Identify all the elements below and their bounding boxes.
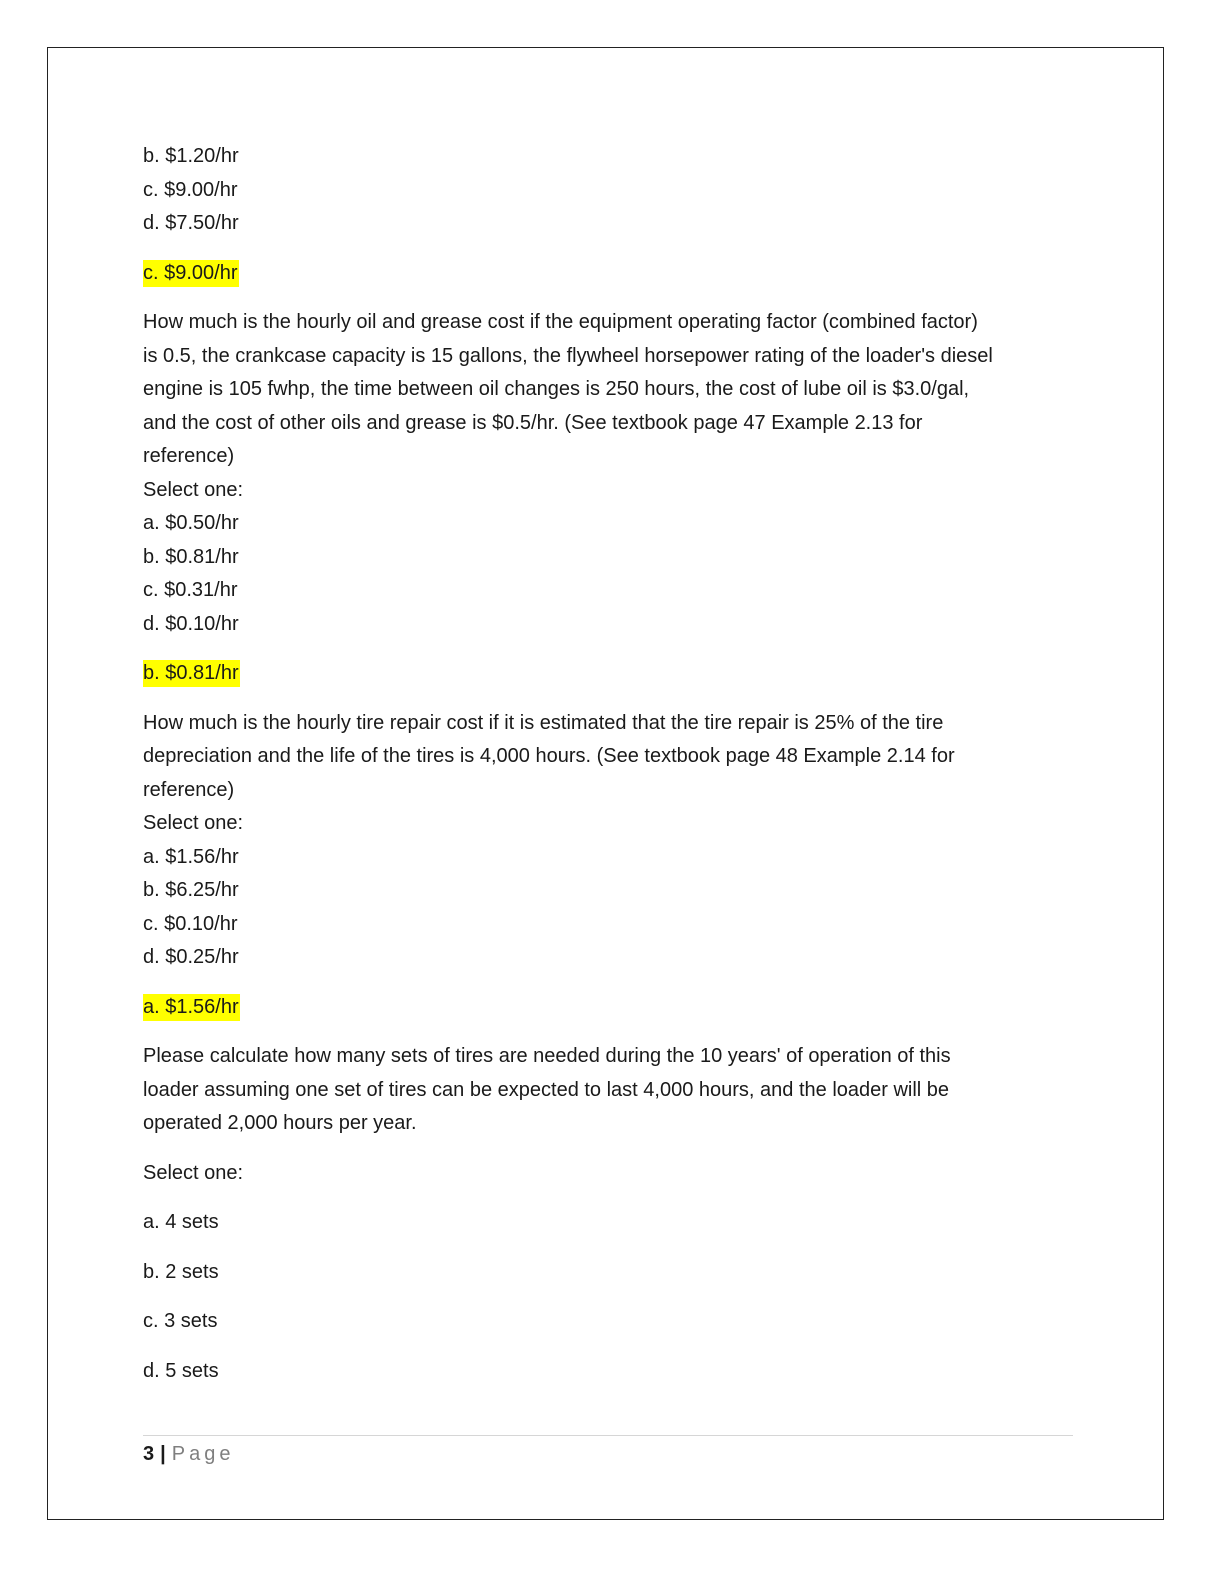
answer-highlight: b. $0.81/hr	[143, 660, 240, 687]
question-text-line: How much is the hourly oil and grease cost if the equipment operating factor (combined factor)	[143, 311, 978, 333]
page-footer	[143, 1440, 234, 1468]
oil-grease-answer	[143, 657, 1073, 691]
question-text-line: operated 2,000 hours per year.	[143, 1112, 417, 1134]
previous-answer	[143, 257, 1073, 291]
option-d: d. $0.25/hr	[143, 946, 239, 968]
tire-repair-answer	[143, 991, 1073, 1025]
option-b: b. $0.81/hr	[143, 545, 239, 568]
option-d: d. 5 sets	[143, 1359, 219, 1382]
option-c: c. $9.00/hr	[143, 178, 238, 201]
answer-highlight: a. $1.56/hr	[143, 994, 240, 1021]
option-a: a. 4 sets	[143, 1211, 219, 1233]
answer-highlight: c. $9.00/hr	[143, 260, 239, 287]
previous-question-options	[143, 140, 1073, 241]
select-one-label: Select one:	[143, 812, 244, 834]
question-text-line: loader assuming one set of tires can be expected to last 4,000 hours, and the loader will be	[143, 1078, 950, 1101]
question-text-line: and the cost of other oils and grease is $0.5/hr. (See textbook page 47 Example 2.13 for	[143, 411, 923, 434]
option-c: c. $0.10/hr	[143, 912, 238, 935]
question-oil-grease	[143, 306, 1073, 641]
page-label: Page	[171, 1443, 235, 1465]
option-c: c. 3 sets	[143, 1310, 218, 1332]
question-text-line: is 0.5, the crankcase capacity is 15 gallons, the flywheel horsepower rating of the loader's diesel	[143, 344, 993, 367]
document-body	[143, 140, 1073, 1388]
question-text-line: engine is 105 fwhp, the time between oil changes is 250 hours, the cost of lube oil is $3.0/gal,	[143, 378, 970, 400]
footer-divider	[143, 1435, 1073, 1436]
question-tire-sets	[143, 1040, 1073, 1141]
question-text-line: How much is the hourly tire repair cost if it is estimated that the tire repair is 25% of the tire	[143, 711, 944, 734]
option-b: b. $6.25/hr	[143, 879, 239, 901]
option-d: d. $0.10/hr	[143, 612, 239, 635]
option-a: a. $0.50/hr	[143, 512, 239, 534]
option-a: a. $1.56/hr	[143, 845, 239, 868]
option-b: b. $1.20/hr	[143, 145, 239, 167]
page-number: 3	[143, 1443, 155, 1465]
question-text-line: depreciation and the life of the tires is 4,000 hours. (See textbook page 48 Example 2.14 for	[143, 745, 955, 767]
question-tire-repair	[143, 707, 1073, 975]
question-text-line: reference)	[143, 445, 235, 467]
select-one-label: Select one:	[143, 1161, 244, 1184]
footer-separator: |	[160, 1443, 166, 1465]
question-text-line: Please calculate how many sets of tires are needed during the 10 years' of operation of this	[143, 1045, 951, 1067]
option-c: c. $0.31/hr	[143, 579, 238, 601]
select-one-label: Select one:	[143, 478, 244, 501]
option-d: d. $7.50/hr	[143, 212, 239, 234]
question-text-line: reference)	[143, 778, 235, 801]
option-b: b. 2 sets	[143, 1260, 219, 1283]
